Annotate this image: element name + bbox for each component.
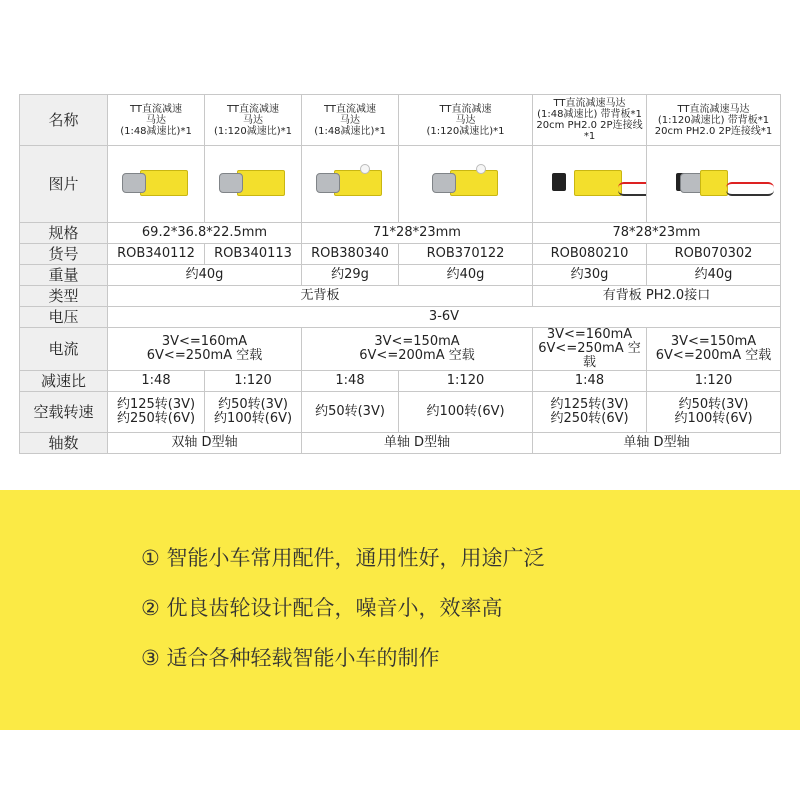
- product-name-5: TT直流减速马达 (1:48减速比) 带背板*1 20cm PH2.0 2P连接线*1: [533, 95, 647, 146]
- product-photo-3: [302, 146, 399, 223]
- row-shaft: [20, 433, 781, 454]
- row-header-name: 名称: [20, 95, 108, 146]
- sku-5: ROB080210: [533, 244, 647, 265]
- speed-3: 约50转(3V): [302, 392, 399, 433]
- ratio-4: 1:120: [399, 371, 533, 392]
- sku-1: ROB340112: [108, 244, 205, 265]
- speed-5: 约125转(3V) 约250转(6V): [533, 392, 647, 433]
- row-header-picture: 图片: [20, 146, 108, 223]
- feature-band: [0, 490, 800, 730]
- row-header-ratio: 减速比: [20, 371, 108, 392]
- row-weight: [20, 265, 781, 286]
- product-name-4: TT直流减速 马达 (1:120减速比)*1: [399, 95, 533, 146]
- shaft-3: 单轴 D型轴: [533, 433, 781, 454]
- yellow-dual-shaft-motor-icon: [219, 164, 287, 200]
- yellow-dual-shaft-motor-icon: [122, 164, 190, 200]
- row-sku: [20, 244, 781, 265]
- row-header-voltage: 电压: [20, 307, 108, 328]
- feature-item-2: ② 优良齿轮设计配合，噪音小，效率高: [141, 596, 503, 620]
- product-name-1: TT直流减速 马达 (1:48减速比)*1: [108, 95, 205, 146]
- sku-4: ROB370122: [399, 244, 533, 265]
- current-3: 3V<=160mA 6V<=250mA 空载: [533, 328, 647, 371]
- weight-1: 约40g: [108, 265, 302, 286]
- product-photo-5: [533, 146, 647, 223]
- shaft-1: 双轴 D型轴: [108, 433, 302, 454]
- speed-1: 约125转(3V) 约250转(6V): [108, 392, 205, 433]
- weight-4: 约30g: [533, 265, 647, 286]
- spec-table: [19, 94, 781, 454]
- product-photo-2: [205, 146, 302, 223]
- voltage-value: 3-6V: [108, 307, 781, 328]
- row-header-sku: 货号: [20, 244, 108, 265]
- product-name-6: TT直流减速马达 (1:120减速比) 带背板*1 20cm PH2.0 2P连接线*1: [647, 95, 781, 146]
- weight-5: 约40g: [647, 265, 781, 286]
- current-4: 3V<=150mA 6V<=200mA 空载: [647, 328, 781, 371]
- weight-3: 约40g: [399, 265, 533, 286]
- product-photo-4: [399, 146, 533, 223]
- type-1: 无背板: [108, 286, 533, 307]
- row-header-weight: 重量: [20, 265, 108, 286]
- sku-3: ROB380340: [302, 244, 399, 265]
- feature-item-3: ③ 适合各种轻载智能小车的制作: [141, 646, 440, 670]
- type-2: 有背板 PH2.0接口: [533, 286, 781, 307]
- current-1: 3V<=160mA 6V<=250mA 空载: [108, 328, 302, 371]
- row-ratio: [20, 371, 781, 392]
- row-header-type: 类型: [20, 286, 108, 307]
- ratio-3: 1:48: [302, 371, 399, 392]
- speed-4: 约100转(6V): [399, 392, 533, 433]
- row-noload-speed: [20, 392, 781, 433]
- row-name: [20, 95, 781, 146]
- ratio-2: 1:120: [205, 371, 302, 392]
- speed-6: 约50转(3V) 约100转(6V): [647, 392, 781, 433]
- row-voltage: [20, 307, 781, 328]
- yellow-single-shaft-motor-icon: [432, 164, 500, 200]
- ratio-5: 1:48: [533, 371, 647, 392]
- motor-with-backplate-icon: [556, 164, 624, 200]
- row-spec: [20, 223, 781, 244]
- speed-2: 约50转(3V) 约100转(6V): [205, 392, 302, 433]
- weight-2: 约29g: [302, 265, 399, 286]
- current-2: 3V<=150mA 6V<=200mA 空载: [302, 328, 533, 371]
- spec-value-1: 69.2*36.8*22.5mm: [108, 223, 302, 244]
- product-photo-1: [108, 146, 205, 223]
- sku-6: ROB070302: [647, 244, 781, 265]
- ratio-6: 1:120: [647, 371, 781, 392]
- row-header-current: 电流: [20, 328, 108, 371]
- row-picture: [20, 146, 781, 223]
- motor-with-backplate-icon: [680, 164, 748, 200]
- row-header-shaft: 轴数: [20, 433, 108, 454]
- row-type: [20, 286, 781, 307]
- sku-2: ROB340113: [205, 244, 302, 265]
- product-name-3: TT直流减速 马达 (1:48减速比)*1: [302, 95, 399, 146]
- spec-value-2: 71*28*23mm: [302, 223, 533, 244]
- yellow-single-shaft-motor-icon: [316, 164, 384, 200]
- shaft-2: 单轴 D型轴: [302, 433, 533, 454]
- product-photo-6: [647, 146, 781, 223]
- row-current: [20, 328, 781, 371]
- product-name-2: TT直流减速 马达 (1:120减速比)*1: [205, 95, 302, 146]
- spec-value-3: 78*28*23mm: [533, 223, 781, 244]
- row-header-noload-speed: 空载转速: [20, 392, 108, 433]
- row-header-spec: 规格: [20, 223, 108, 244]
- feature-list: [141, 544, 545, 694]
- feature-item-1: ① 智能小车常用配件，通用性好，用途广泛: [141, 546, 545, 570]
- ratio-1: 1:48: [108, 371, 205, 392]
